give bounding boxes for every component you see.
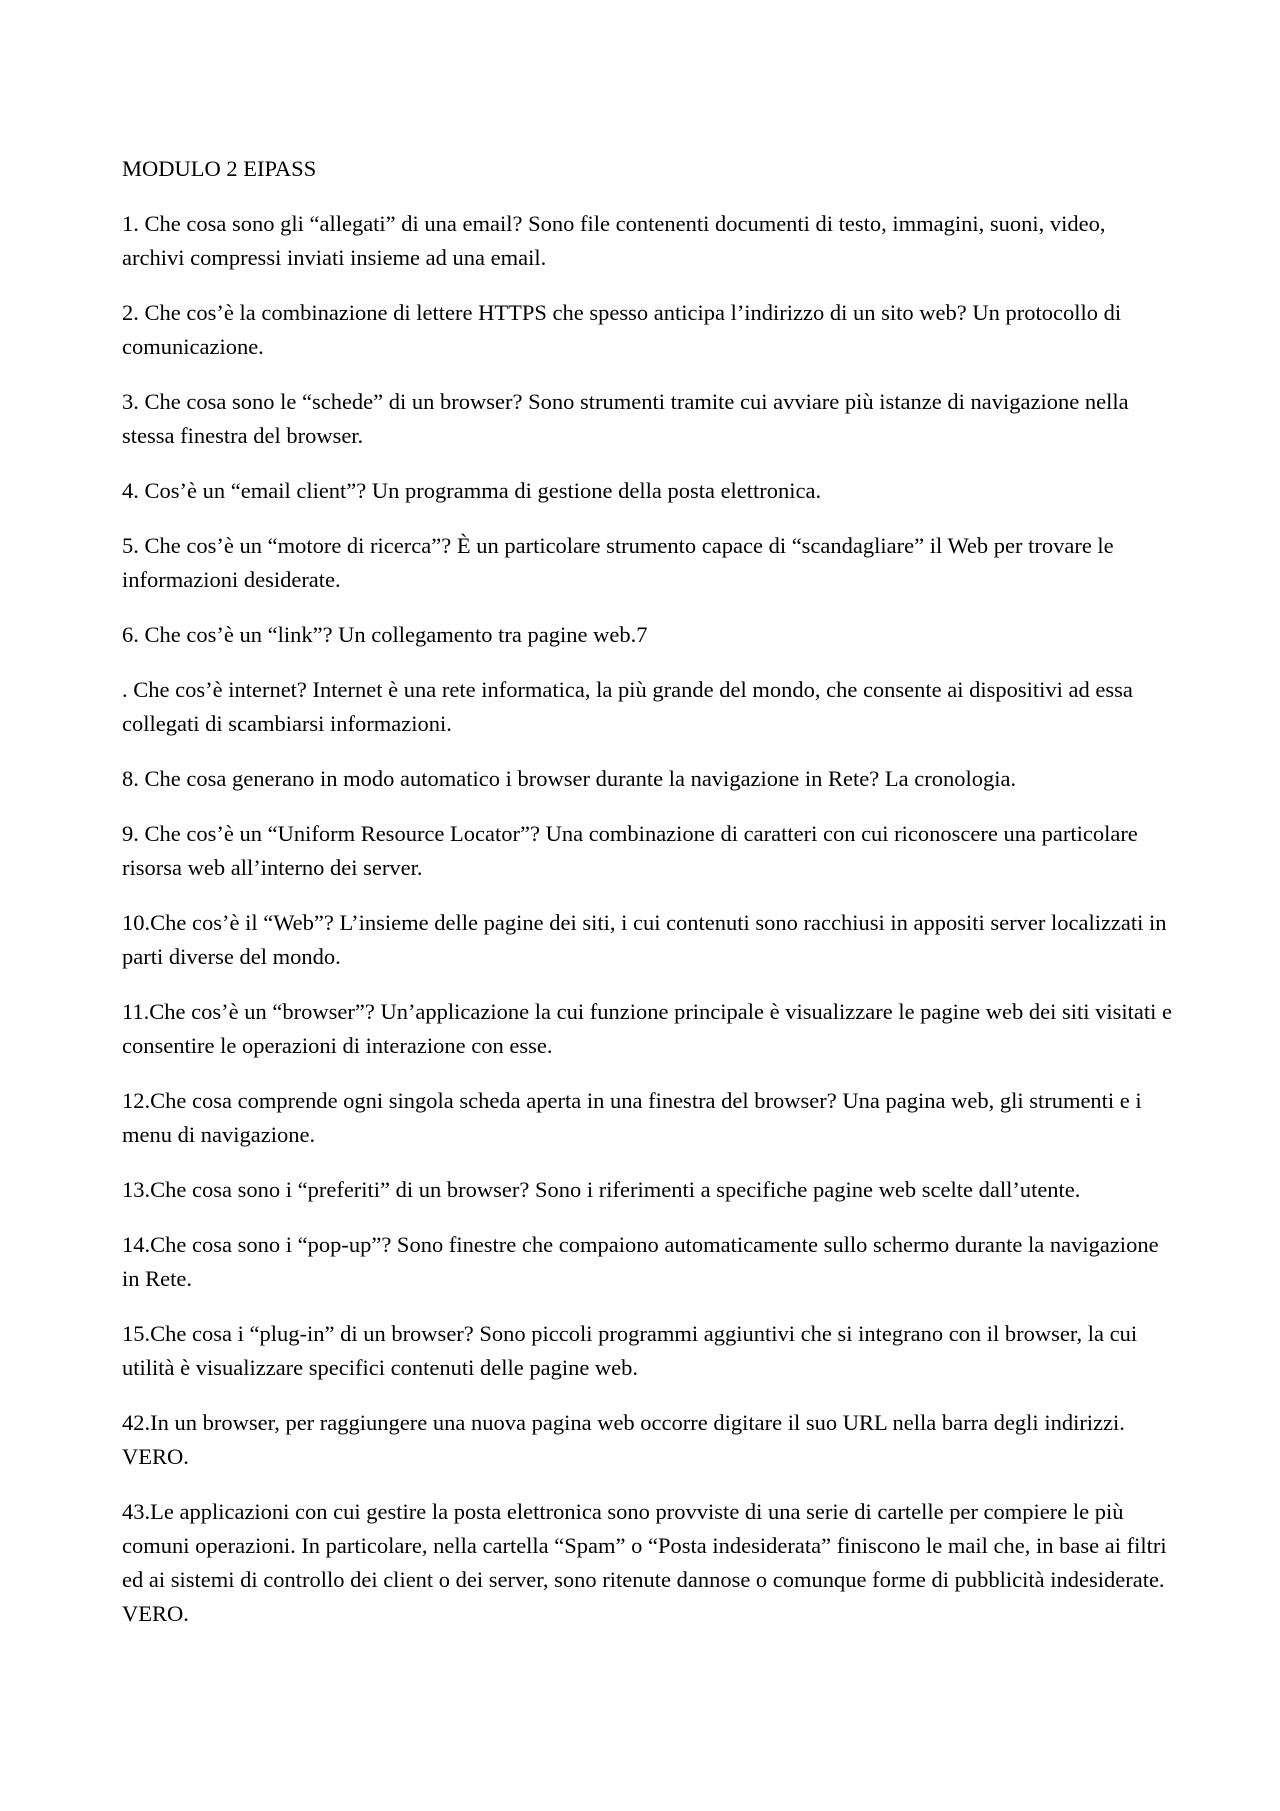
paragraph-1: 1. Che cosa sono gli “allegati” di una email? Sono file contenenti documenti di testo, immagini, suoni, video, archivi compressi inviati insieme ad una email.	[122, 211, 1106, 270]
paragraph-5: 5. Che cos’è un “motore di ricerca”? È un particolare strumento capace di “scandagliare” il Web per trovare le informazioni desiderate.	[122, 533, 1114, 592]
paragraph-9: 9. Che cos’è un “Uniform Resource Locator”? Una combinazione di caratteri con cui riconoscere una particolare risorsa web all’interno dei server.	[122, 821, 1138, 880]
paragraph-4: 4. Cos’è un “email client”? Un programma di gestione della posta elettronica.	[122, 478, 822, 503]
paragraph-8: 8. Che cosa generano in modo automatico i browser durante la navigazione in Rete? La cronologia.	[122, 766, 1017, 791]
paragraph-13: 13.Che cosa sono i “preferiti” di un browser? Sono i riferimenti a specifiche pagine web scelte dall’utente.	[122, 1177, 1081, 1202]
paragraph-12: 12.Che cosa comprende ogni singola scheda aperta in una finestra del browser? Una pagina web, gli strumenti e i menu di navigazione.	[122, 1088, 1142, 1147]
paragraph-2: 2. Che cos’è la combinazione di lettere HTTPS che spesso anticipa l’indirizzo di un sito web? Un protocollo di comunicazione.	[122, 300, 1122, 359]
paragraph-10: 10.Che cos’è il “Web”? L’insieme delle pagine dei siti, i cui contenuti sono racchiusi in appositi server localizzati in parti diverse del mondo.	[122, 910, 1167, 969]
document-title: MODULO 2 EIPASS	[122, 156, 317, 181]
paragraph-11: 11.Che cos’è un “browser”? Un’applicazione la cui funzione principale è visualizzare le pagine web dei siti visitati e consentire le operazioni di interazione con esse.	[122, 999, 1172, 1058]
paragraph-3: 3. Che cosa sono le “schede” di un browser? Sono strumenti tramite cui avviare più istanze di navigazione nella stessa finestra del browser.	[122, 389, 1129, 448]
paragraph-15: 15.Che cosa i “plug-in” di un browser? Sono piccoli programmi aggiuntivi che si integrano con il browser, la cui utilità è visualizzare specifici contenuti delle pagine web.	[122, 1321, 1138, 1380]
document-body	[122, 152, 1172, 1652]
paragraph-7: . Che cos’è internet? Internet è una rete informatica, la più grande del mondo, che consente ai dispositivi ad essa collegati di scambiarsi informazioni.	[122, 677, 1133, 736]
paragraph-42: 42.In un browser, per raggiungere una nuova pagina web occorre digitare il suo URL nella barra degli indirizzi. VERO.	[122, 1410, 1125, 1469]
paragraph-43: 43.Le applicazioni con cui gestire la posta elettronica sono provviste di una serie di cartelle per compiere le più comuni operazioni. In particolare, nella cartella “Spam” o “Posta indesiderata” finiscono le mail che, in base ai filtri ed ai sistemi di controllo dei client o dei server, sono ritenute dannose o comunque forme di pubblicità indesiderate. VERO.	[122, 1499, 1167, 1626]
paragraph-6: 6. Che cos’è un “link”? Un collegamento tra pagine web.7	[122, 622, 648, 647]
paragraph-14: 14.Che cosa sono i “pop-up”? Sono finestre che compaiono automaticamente sullo schermo durante la navigazione in Rete.	[122, 1232, 1159, 1291]
